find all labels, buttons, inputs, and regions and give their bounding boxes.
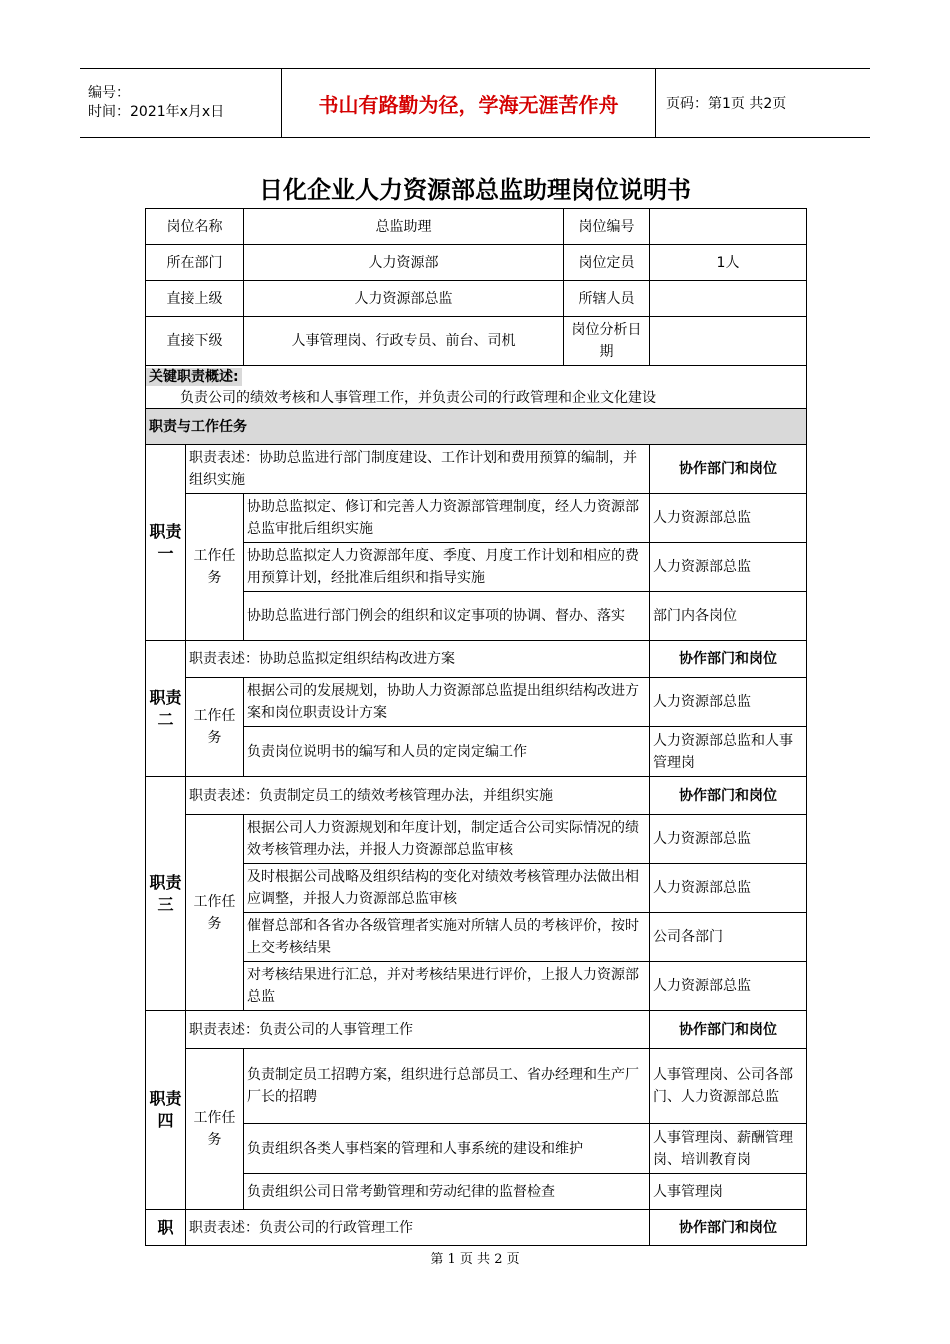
duty-statement: 职责表述：负责公司的行政管理工作 (186, 1210, 650, 1246)
task-row (146, 1124, 807, 1174)
info-row (146, 209, 807, 245)
task-collab: 公司各部门 (650, 913, 807, 962)
info-value (650, 317, 807, 366)
info-value (650, 209, 807, 245)
duty-statement-row (146, 641, 807, 678)
info-value: 人力资源部总监 (244, 281, 564, 317)
task-row (146, 494, 807, 543)
info-key: 直接下级 (146, 317, 244, 366)
serial-label: 编号： (88, 85, 130, 101)
task-collab: 人事管理岗 (650, 1174, 807, 1210)
task-text: 催督总部和各省办各级管理者实施对所辖人员的考核评价，按时上交考核结果 (244, 913, 650, 962)
info-value: 总监助理 (244, 209, 564, 245)
info-row (146, 281, 807, 317)
task-row (146, 815, 807, 864)
task-label: 工作任务 (186, 815, 244, 1011)
task-row (146, 543, 807, 592)
duties-heading: 职责与工作任务 (146, 409, 807, 445)
task-label: 工作任务 (186, 1049, 244, 1210)
duty-name: 职责二 (146, 641, 186, 777)
task-collab: 人力资源部总监 (650, 678, 807, 727)
duty-name: 职责四 (146, 1011, 186, 1210)
duty-name: 职责三 (146, 777, 186, 1011)
task-text: 及时根据公司战略及组织结构的变化对绩效考核管理办法做出相应调整，并报人力资源部总监审核 (244, 864, 650, 913)
collab-header: 协作部门和岗位 (650, 777, 807, 815)
page-header (80, 68, 870, 138)
document-title: 日化企业人力资源部总监助理岗位说明书 (259, 176, 691, 204)
task-collab: 人力资源部总监 (650, 543, 807, 592)
page-footer: 第 1 页 共 2 页 (430, 1252, 520, 1267)
task-row (146, 913, 807, 962)
header-motto: 书山有路勤为径，学海无涯苦作舟 (282, 69, 656, 137)
header-page-label: 页码：第1页 共2页 (666, 96, 787, 112)
info-key: 所辖人员 (564, 281, 650, 317)
info-value: 人力资源部 (244, 245, 564, 281)
duty-statement: 职责表述：协助总监拟定组织结构改进方案 (186, 641, 650, 678)
duty-name: 职责一 (146, 445, 186, 641)
collab-header: 协作部门和岗位 (650, 1210, 807, 1246)
info-key: 所在部门 (146, 245, 244, 281)
info-key: 岗位名称 (146, 209, 244, 245)
duty-statement-row (146, 777, 807, 815)
collab-header: 协作部门和岗位 (650, 641, 807, 678)
header-meta (80, 69, 282, 137)
time-label: 时间：2021年x月x日 (88, 104, 225, 120)
info-key: 直接上级 (146, 281, 244, 317)
duty-statement-row (146, 1210, 807, 1246)
task-collab: 部门内各岗位 (650, 592, 807, 641)
task-label: 工作任务 (186, 678, 244, 777)
duty-statement-row (146, 445, 807, 494)
task-row (146, 592, 807, 641)
duties-heading-row (146, 409, 807, 445)
duty-statement: 职责表述：负责制定员工的绩效考核管理办法，并组织实施 (186, 777, 650, 815)
info-key: 岗位分析日期 (564, 317, 650, 366)
task-text: 根据公司人力资源规划和年度计划，制定适合公司实际情况的绩效考核管理办法，并报人力资源部总监审核 (244, 815, 650, 864)
task-text: 协助总监拟定人力资源部年度、季度、月度工作计划和相应的费用预算计划，经批准后组织和指导实施 (244, 543, 650, 592)
task-row (146, 1049, 807, 1124)
task-text: 负责岗位说明书的编写和人员的定岗定编工作 (244, 727, 650, 777)
duty-name: 职 (146, 1210, 186, 1246)
task-collab: 人力资源部总监 (650, 962, 807, 1011)
duty-statement: 职责表述：负责公司的人事管理工作 (186, 1011, 650, 1049)
task-text: 对考核结果进行汇总，并对考核结果进行评价，上报人力资源部总监 (244, 962, 650, 1011)
task-row (146, 962, 807, 1011)
key-duty-text: 负责公司的绩效考核和人事管理工作，并负责公司的行政管理和企业文化建设 (180, 390, 656, 406)
task-collab: 人力资源部总监 (650, 815, 807, 864)
duty-statement-row (146, 1011, 807, 1049)
task-collab: 人力资源部总监 (650, 864, 807, 913)
task-collab: 人力资源部总监和人事管理岗 (650, 727, 807, 777)
task-row (146, 1174, 807, 1210)
info-value (650, 281, 807, 317)
info-row (146, 317, 807, 366)
job-description-table (145, 208, 807, 1246)
task-collab: 人力资源部总监 (650, 494, 807, 543)
info-key: 岗位编号 (564, 209, 650, 245)
key-duty-row (146, 366, 807, 409)
task-row (146, 864, 807, 913)
info-value: 人事管理岗、行政专员、前台、司机 (244, 317, 564, 366)
collab-header: 协作部门和岗位 (650, 445, 807, 494)
task-text: 负责制定员工招聘方案，组织进行总部员工、省办经理和生产厂厂长的招聘 (244, 1049, 650, 1124)
task-text: 根据公司的发展规划，协助人力资源部总监提出组织结构改进方案和岗位职责设计方案 (244, 678, 650, 727)
collab-header: 协作部门和岗位 (650, 1011, 807, 1049)
task-row (146, 678, 807, 727)
info-value: 1人 (650, 245, 807, 281)
task-row (146, 727, 807, 777)
task-label: 工作任务 (186, 494, 244, 641)
task-collab: 人事管理岗、公司各部门、人力资源部总监 (650, 1049, 807, 1124)
task-text: 协助总监进行部门例会的组织和议定事项的协调、督办、落实 (244, 592, 650, 641)
info-key: 岗位定员 (564, 245, 650, 281)
key-duty-cell (146, 366, 807, 409)
task-text: 协助总监拟定、修订和完善人力资源部管理制度，经人力资源部总监审批后组织实施 (244, 494, 650, 543)
task-collab: 人事管理岗、薪酬管理岗、培训教育岗 (650, 1124, 807, 1174)
task-text: 负责组织各类人事档案的管理和人事系统的建设和维护 (244, 1124, 650, 1174)
task-text: 负责组织公司日常考勤管理和劳动纪律的监督检查 (244, 1174, 650, 1210)
duty-statement: 职责表述：协助总监进行部门制度建设、工作计划和费用预算的编制，并组织实施 (186, 445, 650, 494)
info-row (146, 245, 807, 281)
key-duty-heading: 关键职责概述: (146, 368, 242, 386)
